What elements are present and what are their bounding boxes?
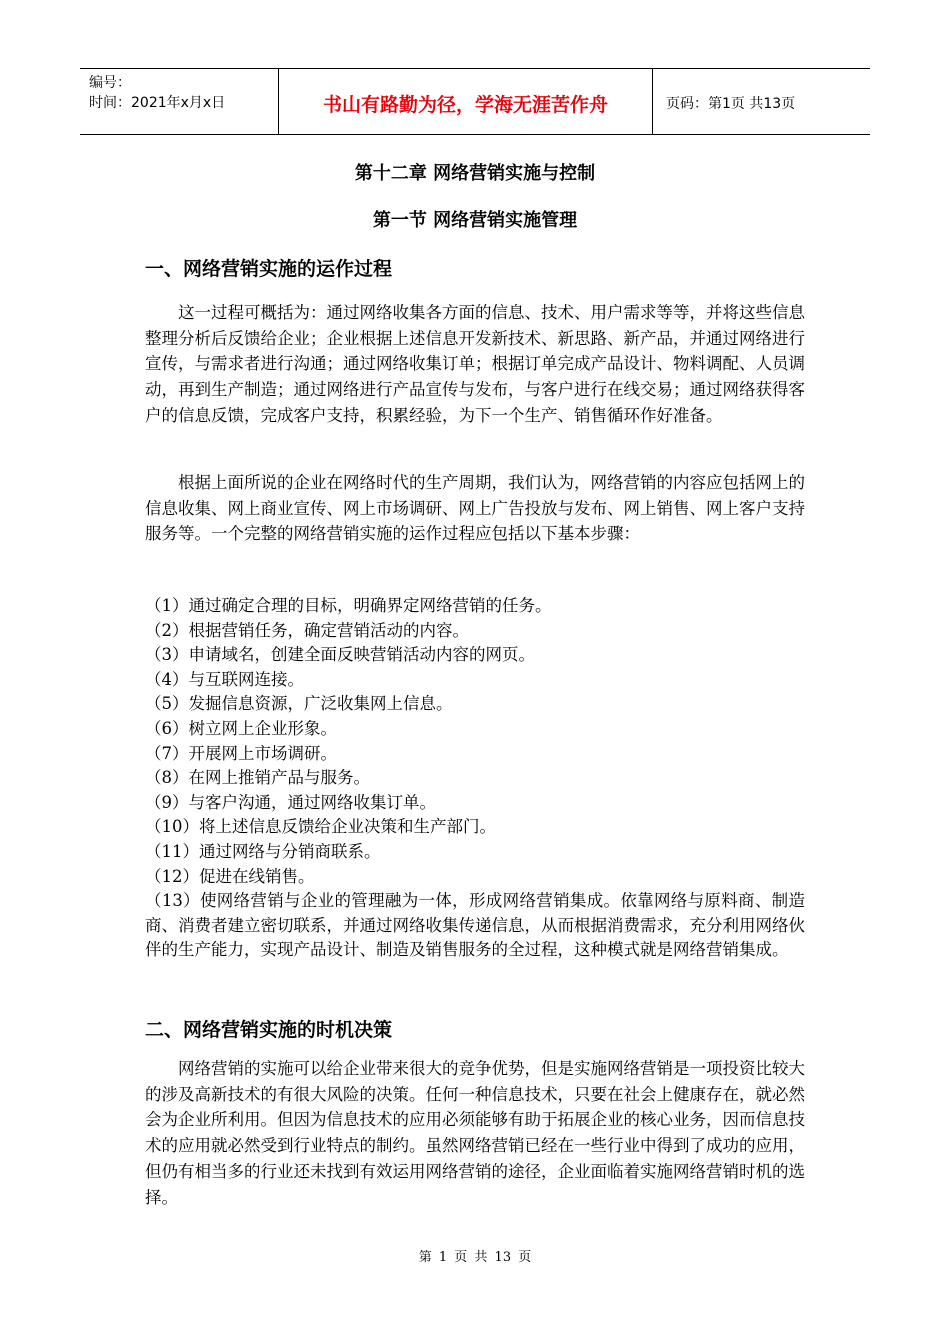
step-item: （1）通过确定合理的目标，明确界定网络营销的任务。 [145,596,552,615]
step-item: （13）使网络营销与企业的管理融为一体，形成网络营销集成。依靠网络与原料商、制造商、消费者建立密切联系，并通过网络收集传递信息，从而根据消费需求，充分利用网络伙伴的生产能力，实现产品设计、制造及销售服务的全过程，这种模式就是网络营销集成。 [145,891,805,960]
step-item: （6）树立网上企业形象。 [145,718,337,738]
step-item: （12）促进在线销售。 [145,866,315,886]
header-page-info: 页码：第1页 共13页 [666,96,796,112]
step-item: （4）与互联网连接。 [145,669,304,689]
step-item: （8）在网上推销产品与服务。 [145,768,370,788]
chapter-title: 第十二章 网络营销实施与控制 [354,163,596,184]
page-footer: 第 1 页 共 13 页 [418,1250,532,1265]
paragraph-timing-decision: 网络营销的实施可以给企业带来很大的竞争优势，但是实施网络营销是一项投资比较大的涉及高新技术的有很大风险的决策。任何一种信息技术，只要在社会上健康存在，就必然会为企业所利用。但因为信息技术的应用必须能够有助于拓展企业的核心业务，因而信息技术的应用就必然受到行业特点的制约。虽然网络营销已经在一些行业中得到了成功的应用，但仍有相当多的行业还未找到有效运用网络营销的途径，企业面临着实施网络营销时机的选择。 [145,1059,805,1207]
section-title: 第一节 网络营销实施管理 [372,210,578,231]
steps-list [145,594,805,963]
step-item: （5）发掘信息资源，广泛收集网上信息。 [145,694,453,714]
step-item: （7）开展网上市场调研。 [145,743,337,763]
header-motto: 书山有路勤为径，学海无涯苦作舟 [279,69,653,134]
document-header [80,68,870,135]
heading-operation-process: 一、网络营销实施的运作过程 [145,258,393,280]
step-item: （10）将上述信息反馈给企业决策和生产部门。 [145,817,496,837]
paragraph-process-summary: 这一过程可概括为：通过网络收集各方面的信息、技术、用户需求等等，并将这些信息整理分析后反馈给企业；企业根据上述信息开发新技术、新思路、新产品，并通过网络进行宣传，与需求者进行沟通；通过网络收集订单；根据订单完成产品设计、物料调配、人员调动，再到生产制造；通过网络进行产品宣传与发布，与客户进行在线交易；通过网络获得客户的信息反馈，完成客户支持，积累经验，为下一个生产、销售循环作好准备。 [145,303,805,425]
heading-timing-decision: 二、网络营销实施的时机决策 [145,1019,393,1041]
document-date: 时间：2021年x月x日 [89,95,226,111]
paragraph-marketing-content: 根据上面所说的企业在网络时代的生产周期，我们认为，网络营销的内容应包括网上的信息收集、网上商业宣传、网上市场调研、网上广告投放与发布、网上销售、网上客户支持服务等。一个完整的网络营销实施的运作过程应包括以下基本步骤： [145,473,805,544]
step-item: （11）通过网络与分销商联系。 [145,841,381,861]
step-item: （3）申请域名，创建全面反映营销活动内容的网页。 [145,645,535,665]
document-number-label: 编号： [89,75,131,91]
step-item: （2）根据营销任务，确定营销活动的内容。 [145,620,469,640]
header-meta [80,69,279,134]
step-item: （9）与客户沟通，通过网络收集订单。 [145,792,436,812]
